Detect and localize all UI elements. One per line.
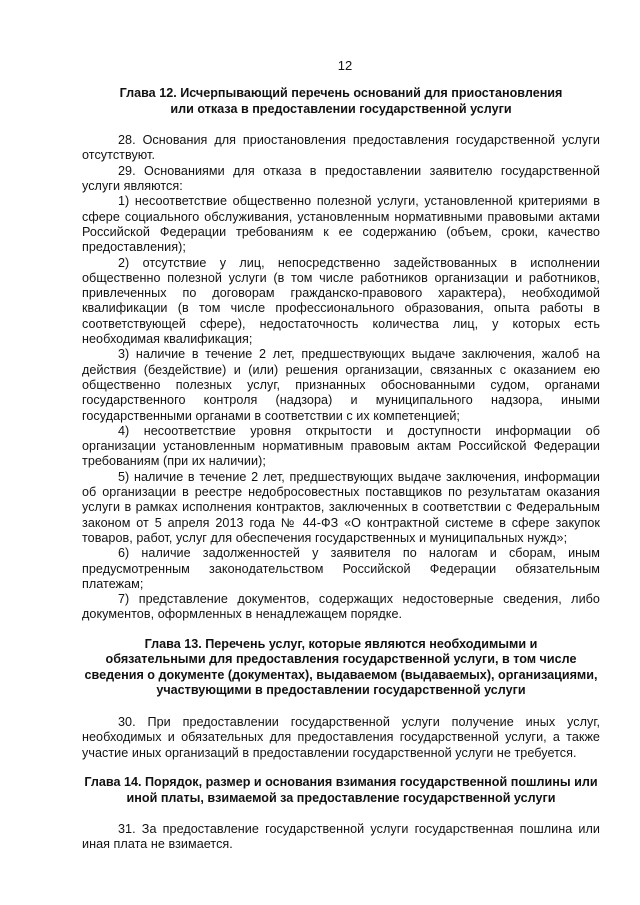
chapter-13-title (82, 637, 600, 699)
paragraph-29-item-7: 7) представление документов, содержащих недостоверные сведения, либо документов, оформленных в ненадлежащем порядке. (82, 592, 600, 622)
chapter-12-title-line-1: Глава 12. Исчерпывающий перечень оснований для приостановления (119, 86, 563, 100)
chapter-13-title-line-3: сведения о документе (документах), выдаваемом (выдаваемых), организациями, (84, 667, 598, 682)
paragraph-29: 29. Основаниями для отказа в предоставлении заявителю государственной услуги являются: (82, 163, 600, 194)
paragraph-28: 28. Основания для приостановления предоставления государственной услуги отсутствуют. (82, 133, 600, 163)
chapter-14-title-line-2: иной платы, взимаемой за предоставление государственной услуги (126, 790, 556, 805)
chapter-13-title-line-2: обязательными для предоставления государственной услуги, в том числе (105, 652, 577, 667)
chapter-12-title (82, 86, 600, 117)
paragraph-30: 30. При предоставлении государственной услуги получение иных услуг, необходимых и обязательных для предоставления государственной услуги, а также участие иных организаций в предоставлении государственной услуги не требуется. (82, 715, 600, 760)
chapter-13-title-line-1: Глава 13. Перечень услуг, которые являются необходимыми и (144, 636, 538, 651)
paragraph-29-item-1: 1) несоответствие общественно полезной услуги, установленной критериями в сфере социального обслуживания, установленным нормативными правовыми актами Российской Федерации требованиям к ее содержанию (объем, сроки, качество предоставления); (82, 194, 600, 255)
page-number: 12 (337, 58, 353, 73)
paragraph-29-item-2: 2) отсутствие у лиц, непосредственно задействованных в исполнении общественно полезной услуги (в том числе работников организации и работников, привлеченных по договорам гражданско-правового характера), необходимой квалификации (в том числе профессионального образования, опыта работы в соответствующей сфере), недостаточность количества лиц, у которых есть необходимая квалификация; (82, 255, 600, 347)
paragraph-29-item-5: 5) наличие в течение 2 лет, предшествующих выдаче заключения, информации об организации в реестре недобросовестных поставщиков по результатам оказания услуги в рамках исполнения контрактов, заключенных в соответствии с Федеральным законом от 5 апреля 2013 года № 44-ФЗ «О контрактной системе в сфере закупок товаров, работ, услуг для обеспечения государственных и муниципальных нужд»; (82, 469, 600, 545)
paragraph-29-item-6: 6) наличие задолженностей у заявителя по налогам и сборам, иным предусмотренным законодательством Российской Федерации обязательным платежам; (82, 546, 600, 591)
chapter-12-title-line-2: или отказа в предоставлении государственной услуги (170, 101, 512, 116)
paragraph-29-item-4: 4) несоответствие уровня открытости и доступности информации об организации установленным нормативным правовым актам Российской Федерации требованиям (при их наличии); (82, 423, 600, 469)
paragraph-31: 31. За предоставление государственной услуги государственная пошлина или иная плата не взимается. (82, 822, 600, 852)
chapter-13-title-line-4: участвующими в предоставлении государственной услуги (156, 683, 526, 698)
chapter-14-title (82, 775, 600, 806)
paragraph-29-item-3: 3) наличие в течение 2 лет, предшествующих выдаче заключения, жалоб на действия (бездействие) и (или) решения организации, связанных с оказанием ею общественно полезных услуг, признанных обоснованными судом, органами государственного контроля (надзора) и муниципального надзора, иными государственными органами в соответствии с их компетенцией; (82, 347, 600, 423)
chapter-14-title-line-1: Глава 14. Порядок, размер и основания взимания государственной пошлины или (84, 774, 598, 789)
